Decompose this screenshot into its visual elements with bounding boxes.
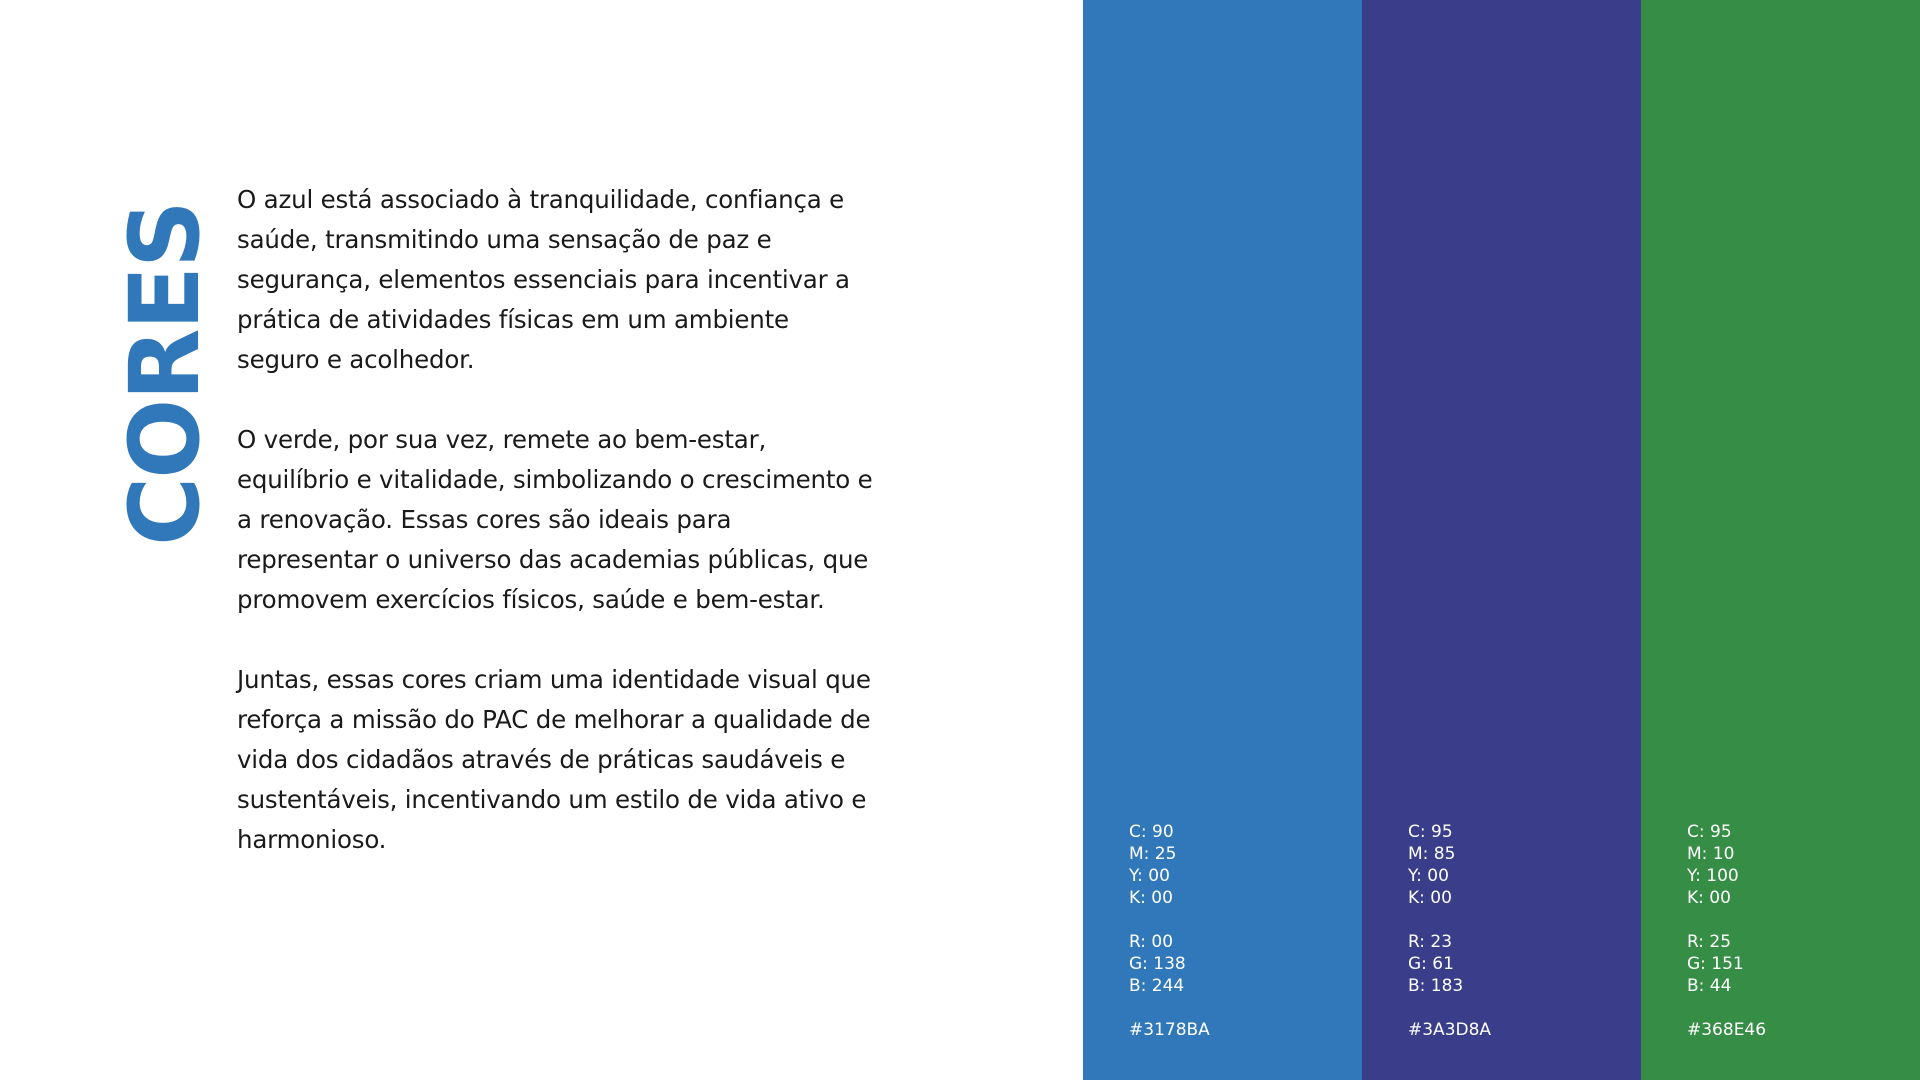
rgb-g: G: 151 — [1687, 954, 1744, 974]
rgb-g: G: 138 — [1129, 954, 1186, 974]
page-title-container — [109, 186, 221, 562]
paragraph-blue: O azul está associado à tranquilidade, confiança e saúde, transmitindo uma sensação de paz e segurança, elementos essenciais para incentivar a prática de atividades físicas em um ambiente seguro e acolhedor. — [237, 185, 850, 374]
rgb-values — [1408, 931, 1491, 997]
paragraph-green: O verde, por sua vez, remete ao bem-estar, equilíbrio e vitalidade, simbolizando o crescimento e a renovação. Essas cores são ideais para representar o universo das academias públicas, que promovem exercícios físicos, saúde e bem-estar. — [237, 425, 873, 614]
paragraph-together: Juntas, essas cores criam uma identidade visual que reforça a missão do PAC de melhorar a qualidade de vida dos cidadãos através de práticas saudáveis e sustentáveis, incentivando um estilo de vida ativo e harmonioso. — [237, 665, 871, 854]
cmyk-c: C: 95 — [1408, 822, 1453, 842]
rgb-b: B: 44 — [1687, 976, 1732, 996]
cmyk-k: K: 00 — [1408, 888, 1452, 908]
cmyk-y: Y: 00 — [1408, 866, 1449, 886]
hex-value: #3178BA — [1129, 1020, 1210, 1040]
cmyk-y: Y: 100 — [1687, 866, 1739, 886]
rgb-b: B: 244 — [1129, 976, 1185, 996]
rgb-r: R: 00 — [1129, 932, 1174, 952]
color-swatches — [1083, 0, 1920, 1080]
rgb-r: R: 23 — [1408, 932, 1453, 952]
cmyk-c: C: 95 — [1687, 822, 1732, 842]
cmyk-values — [1129, 821, 1210, 909]
cmyk-k: K: 00 — [1129, 888, 1173, 908]
rgb-values — [1129, 931, 1210, 997]
description-text — [237, 180, 877, 900]
rgb-g: G: 61 — [1408, 954, 1454, 974]
cmyk-values — [1687, 821, 1766, 909]
cmyk-m: M: 25 — [1129, 844, 1177, 864]
rgb-values — [1687, 931, 1766, 997]
hex-value: #3A3D8A — [1408, 1020, 1492, 1040]
rgb-b: B: 183 — [1408, 976, 1464, 996]
swatch-blue — [1083, 0, 1362, 1080]
swatch-green — [1641, 0, 1920, 1080]
cmyk-values — [1408, 821, 1491, 909]
swatch-green-values — [1687, 821, 1766, 1041]
rgb-r: R: 25 — [1687, 932, 1732, 952]
swatch-indigo — [1362, 0, 1641, 1080]
cmyk-m: M: 10 — [1687, 844, 1735, 864]
swatch-indigo-values — [1408, 821, 1491, 1041]
page-title: CORES — [109, 202, 221, 546]
cmyk-k: K: 00 — [1687, 888, 1731, 908]
cmyk-y: Y: 00 — [1129, 866, 1170, 886]
cmyk-c: C: 90 — [1129, 822, 1174, 842]
cmyk-m: M: 85 — [1408, 844, 1456, 864]
hex-value: #368E46 — [1687, 1020, 1767, 1040]
swatch-blue-values — [1129, 821, 1210, 1041]
